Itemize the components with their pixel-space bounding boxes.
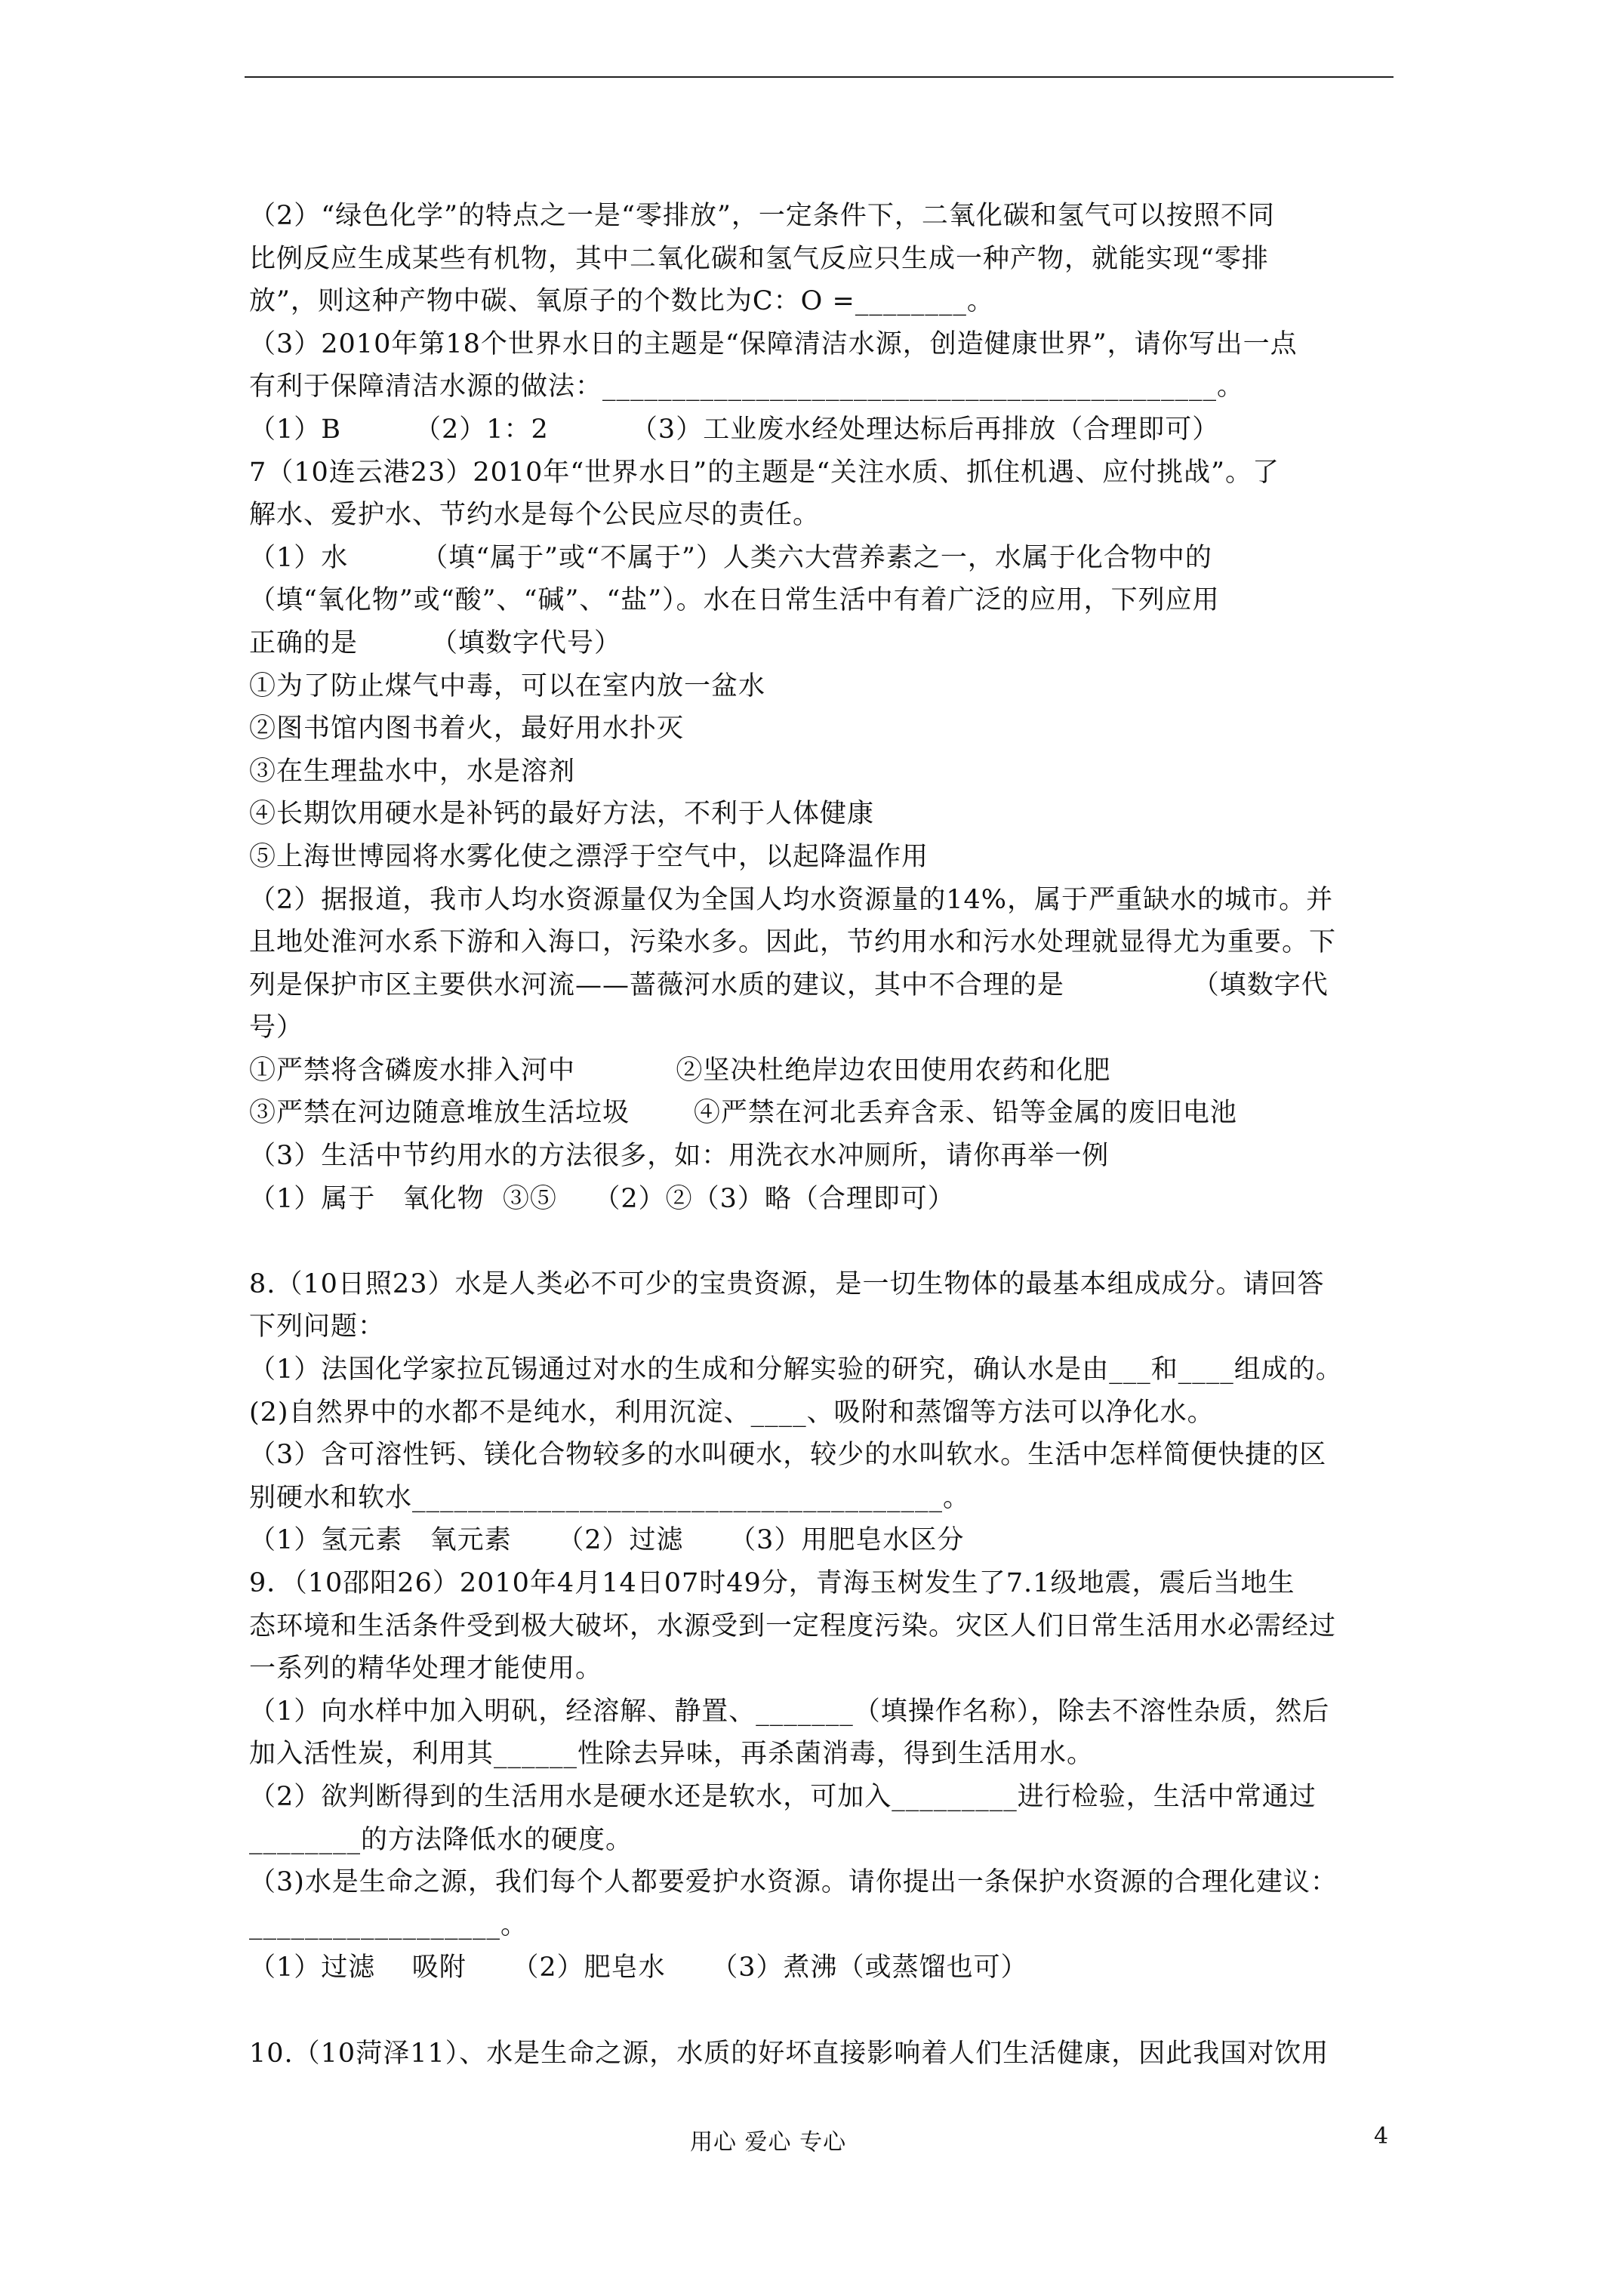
blank-line	[249, 1220, 1397, 1263]
footer-motto: 用心 爱心 专心	[690, 2129, 847, 2156]
text-line: （1）B （2）1：2 （3）工业废水经处理达标后再排放（合理即可）	[249, 414, 1220, 445]
text-line: （1）过滤 吸附 （2）肥皂水 （3）煮沸（或蒸馏也可）	[249, 1952, 1028, 1983]
text-line: （3）生活中节约用水的方法很多，如：用洗衣水冲厕所，请你再举一例	[249, 1141, 1110, 1172]
text-line: （3）2010年第18个世界水日的主题是“保障清洁水源，创造健康世界”，请你写出一点	[249, 328, 1298, 359]
text-line: （2）“绿色化学”的特点之一是“零排放”，一定条件下，二氧化碳和氢气可以按照不同	[249, 201, 1275, 231]
text-line: __________________。	[249, 1909, 528, 1940]
text-line: 比例反应生成某些有机物，其中二氧化碳和氢气反应只生成一种产物，就能实现“零排	[249, 243, 1269, 274]
text-line: (2)自然界中的水都不是纯水，利用沉淀、____、吸附和蒸馏等方法可以净化水。	[249, 1397, 1215, 1428]
text-line: 加入活性炭，利用其______性除去异味，再杀菌消毒，得到生活用水。	[249, 1739, 1095, 1770]
header-rule	[245, 76, 1394, 78]
text-line: 且地处淮河水系下游和入海口，污染水多。因此，节约用水和污水处理就显得尤为重要。下	[249, 927, 1337, 958]
text-line: 别硬水和软水______________________________________。	[249, 1482, 971, 1513]
text-line: （1）法国化学家拉瓦锡通过对水的生成和分解实验的研究，确认水是由___和____组成的。	[249, 1354, 1343, 1385]
text-line: 解水、爱护水、节约水是每个公民应尽的责任。	[249, 500, 821, 531]
text-line: （2）据报道，我市人均水资源量仅为全国人均水资源量的14%，属于严重缺水的城市。并	[249, 884, 1334, 915]
text-line: （1）水 （填“属于”或“不属于”）人类六大营养素之一，水属于化合物中的	[249, 542, 1212, 573]
text-line: ⑤上海世博园将水雾化使之漂浮于空气中，以起降温作用	[249, 841, 929, 872]
page-number: 4	[1374, 2123, 1389, 2150]
text-line: （3)水是生命之源，我们每个人都要爱护水资源。请你提出一条保护水资源的合理化建议：	[249, 1867, 1338, 1898]
text-line: 一系列的精华处理才能使用。	[249, 1653, 603, 1684]
text-line: ①严禁将含磷废水排入河中 ②坚决杜绝岸边农田使用农药和化肥	[249, 1055, 1111, 1086]
text-line: 8.（10日照23）水是人类必不可少的宝贵资源，是一切生物体的最基本组成成分。请回答	[249, 1268, 1325, 1299]
blank-line	[249, 1989, 1397, 2032]
text-line: ①为了防止煤气中毒，可以在室内放一盆水	[249, 670, 766, 701]
text-line: （1）向水样中加入明矾，经溶解、静置、_______（填操作名称），除去不溶性杂质，然后	[249, 1696, 1330, 1727]
text-line: 7（10连云港23）2010年“世界水日”的主题是“关注水质、抓住机遇、应付挑战”。了	[249, 457, 1280, 488]
text-line: 态环境和生活条件受到极大破坏，水源受到一定程度污染。灾区人们日常生活用水必需经过	[249, 1610, 1337, 1641]
text-line: 10.（10菏泽11）、水是生命之源，水质的好坏直接影响着人们生活健康，因此我国对饮用	[249, 2038, 1329, 2069]
text-line: （填“氧化物”或“酸”、“碱”、“盐”）。水在日常生活中有着广泛的应用，下列应用	[249, 585, 1220, 616]
text-line: ③在生理盐水中，水是溶剂	[249, 756, 576, 787]
text-line: 号）	[249, 1012, 304, 1043]
text-line: （1）属于 氧化物 ③⑤ （2）②（3）略（合理即可）	[249, 1183, 955, 1214]
page-footer	[0, 2123, 1623, 2161]
document-body	[249, 195, 1397, 2075]
text-line: 列是保护市区主要供水河流——蔷薇河水质的建议，其中不合理的是 （填数字代	[249, 969, 1329, 1000]
text-line: ③严禁在河边随意堆放生活垃圾 ④严禁在河北丢弃含汞、铅等金属的废旧电池	[249, 1098, 1237, 1129]
text-line: 放”，则这种产物中碳、氧原子的个数比为C：O =________。	[249, 286, 994, 317]
text-line: ②图书馆内图书着火，最好用水扑灭	[249, 713, 685, 744]
text-line: （3）含可溶性钙、镁化合物较多的水叫硬水，较少的水叫软水。生活中怎样简便快捷的区	[249, 1440, 1327, 1471]
text-line: 正确的是 （填数字代号）	[249, 627, 622, 658]
text-line: ④长期饮用硬水是补钙的最好方法，不利于人体健康	[249, 799, 875, 830]
text-line: （1）氢元素 氧元素 （2）过滤 （3）用肥皂水区分	[249, 1525, 965, 1556]
text-line: ________的方法降低水的硬度。	[249, 1824, 633, 1855]
text-line: 下列问题：	[249, 1311, 386, 1342]
text-line: 9．（10邵阳26）2010年4月14日07时49分，青海玉树发生了7.1级地震，震后当地生	[249, 1568, 1295, 1598]
text-line: 有利于保障清洁水源的做法：____________________________________________。	[249, 371, 1245, 402]
text-line: （2）欲判断得到的生活用水是硬水还是软水，可加入_________进行检验，生活中常通过	[249, 1781, 1317, 1812]
